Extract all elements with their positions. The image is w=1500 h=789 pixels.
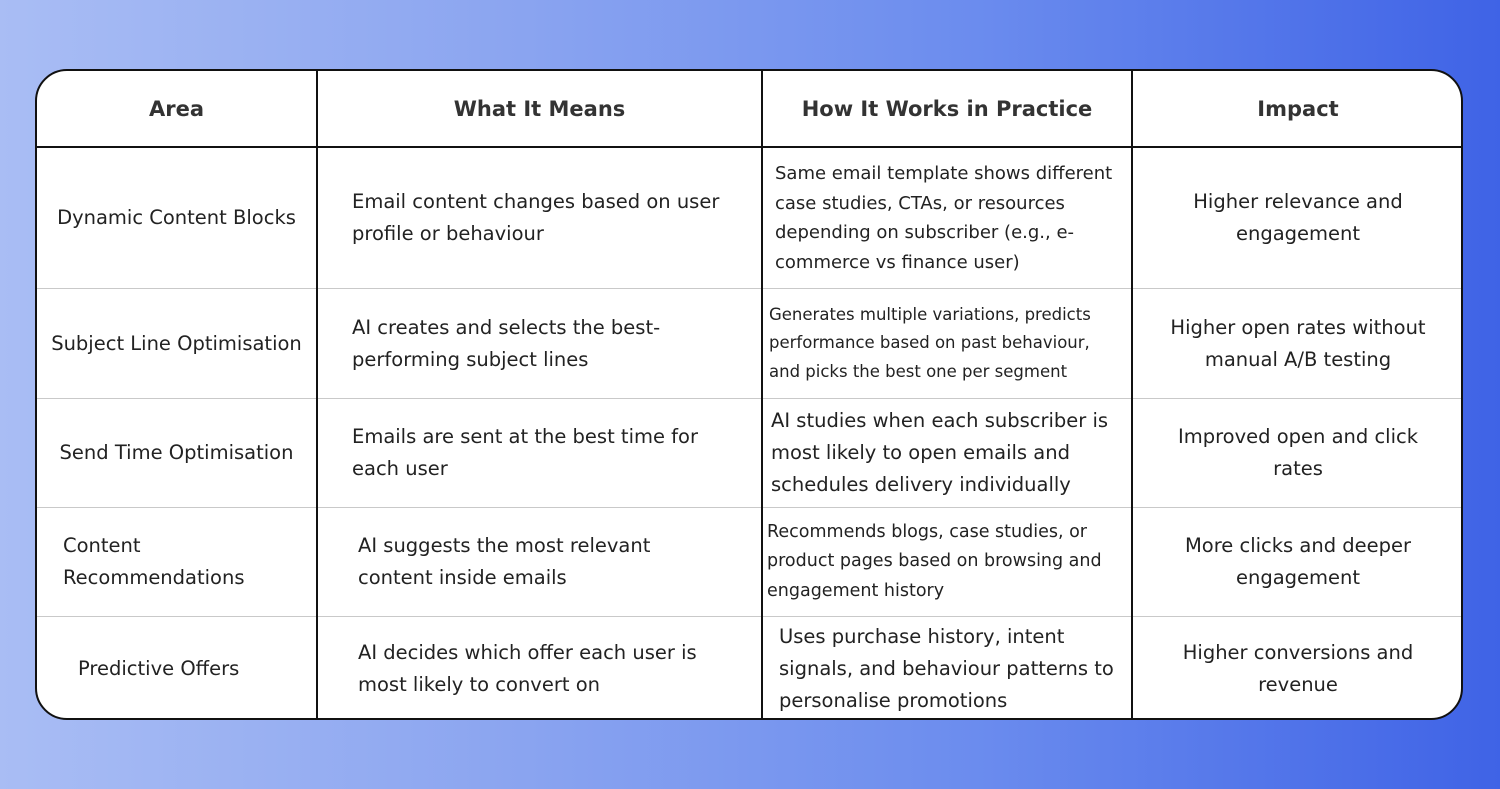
header-how-it-works: How It Works in Practice bbox=[762, 71, 1132, 147]
how-cell: AI studies when each subscriber is most likely to open emails and schedules delivery individually bbox=[762, 399, 1132, 508]
area-cell: Content Recommendations bbox=[37, 508, 317, 617]
means-cell: AI suggests the most relevant content inside emails bbox=[317, 508, 762, 617]
means-cell: AI decides which offer each user is most likely to convert on bbox=[317, 617, 762, 721]
how-cell: Same email template shows different case studies, CTAs, or resources depending on subscriber (e.g., e-commerce vs finance user) bbox=[762, 147, 1132, 289]
impact-cell: Higher relevance and engagement bbox=[1132, 147, 1463, 289]
area-cell: Subject Line Optimisation bbox=[37, 289, 317, 399]
area-cell: Dynamic Content Blocks bbox=[37, 147, 317, 289]
how-cell: Recommends blogs, case studies, or product pages based on browsing and engagement history bbox=[762, 508, 1132, 617]
header-impact: Impact bbox=[1132, 71, 1463, 147]
table-row bbox=[37, 617, 1463, 721]
header-what-it-means: What It Means bbox=[317, 71, 762, 147]
means-cell: Emails are sent at the best time for each user bbox=[317, 399, 762, 508]
table-row bbox=[37, 508, 1463, 617]
table-header-row bbox=[37, 71, 1463, 147]
header-area: Area bbox=[37, 71, 317, 147]
comparison-table-card bbox=[35, 69, 1463, 720]
area-cell: Send Time Optimisation bbox=[37, 399, 317, 508]
table-row bbox=[37, 289, 1463, 399]
impact-cell: Higher conversions and revenue bbox=[1182, 641, 1414, 696]
impact-cell: Improved open and click rates bbox=[1132, 399, 1463, 508]
how-cell: Generates multiple variations, predicts performance based on past behaviour, and picks the best one per segment bbox=[762, 289, 1132, 399]
table-row bbox=[37, 399, 1463, 508]
means-cell: Email content changes based on user profile or behaviour bbox=[317, 147, 762, 289]
area-cell: Predictive Offers bbox=[37, 617, 317, 721]
comparison-table bbox=[37, 71, 1463, 720]
impact-cell: Higher open rates without manual A/B testing bbox=[1132, 289, 1463, 399]
means-cell: AI creates and selects the best-performing subject lines bbox=[317, 289, 762, 399]
impact-cell: More clicks and deeper engagement bbox=[1132, 508, 1463, 617]
table-row bbox=[37, 147, 1463, 289]
how-cell: Uses purchase history, intent signals, and behaviour patterns to personalise promotions bbox=[762, 617, 1132, 721]
